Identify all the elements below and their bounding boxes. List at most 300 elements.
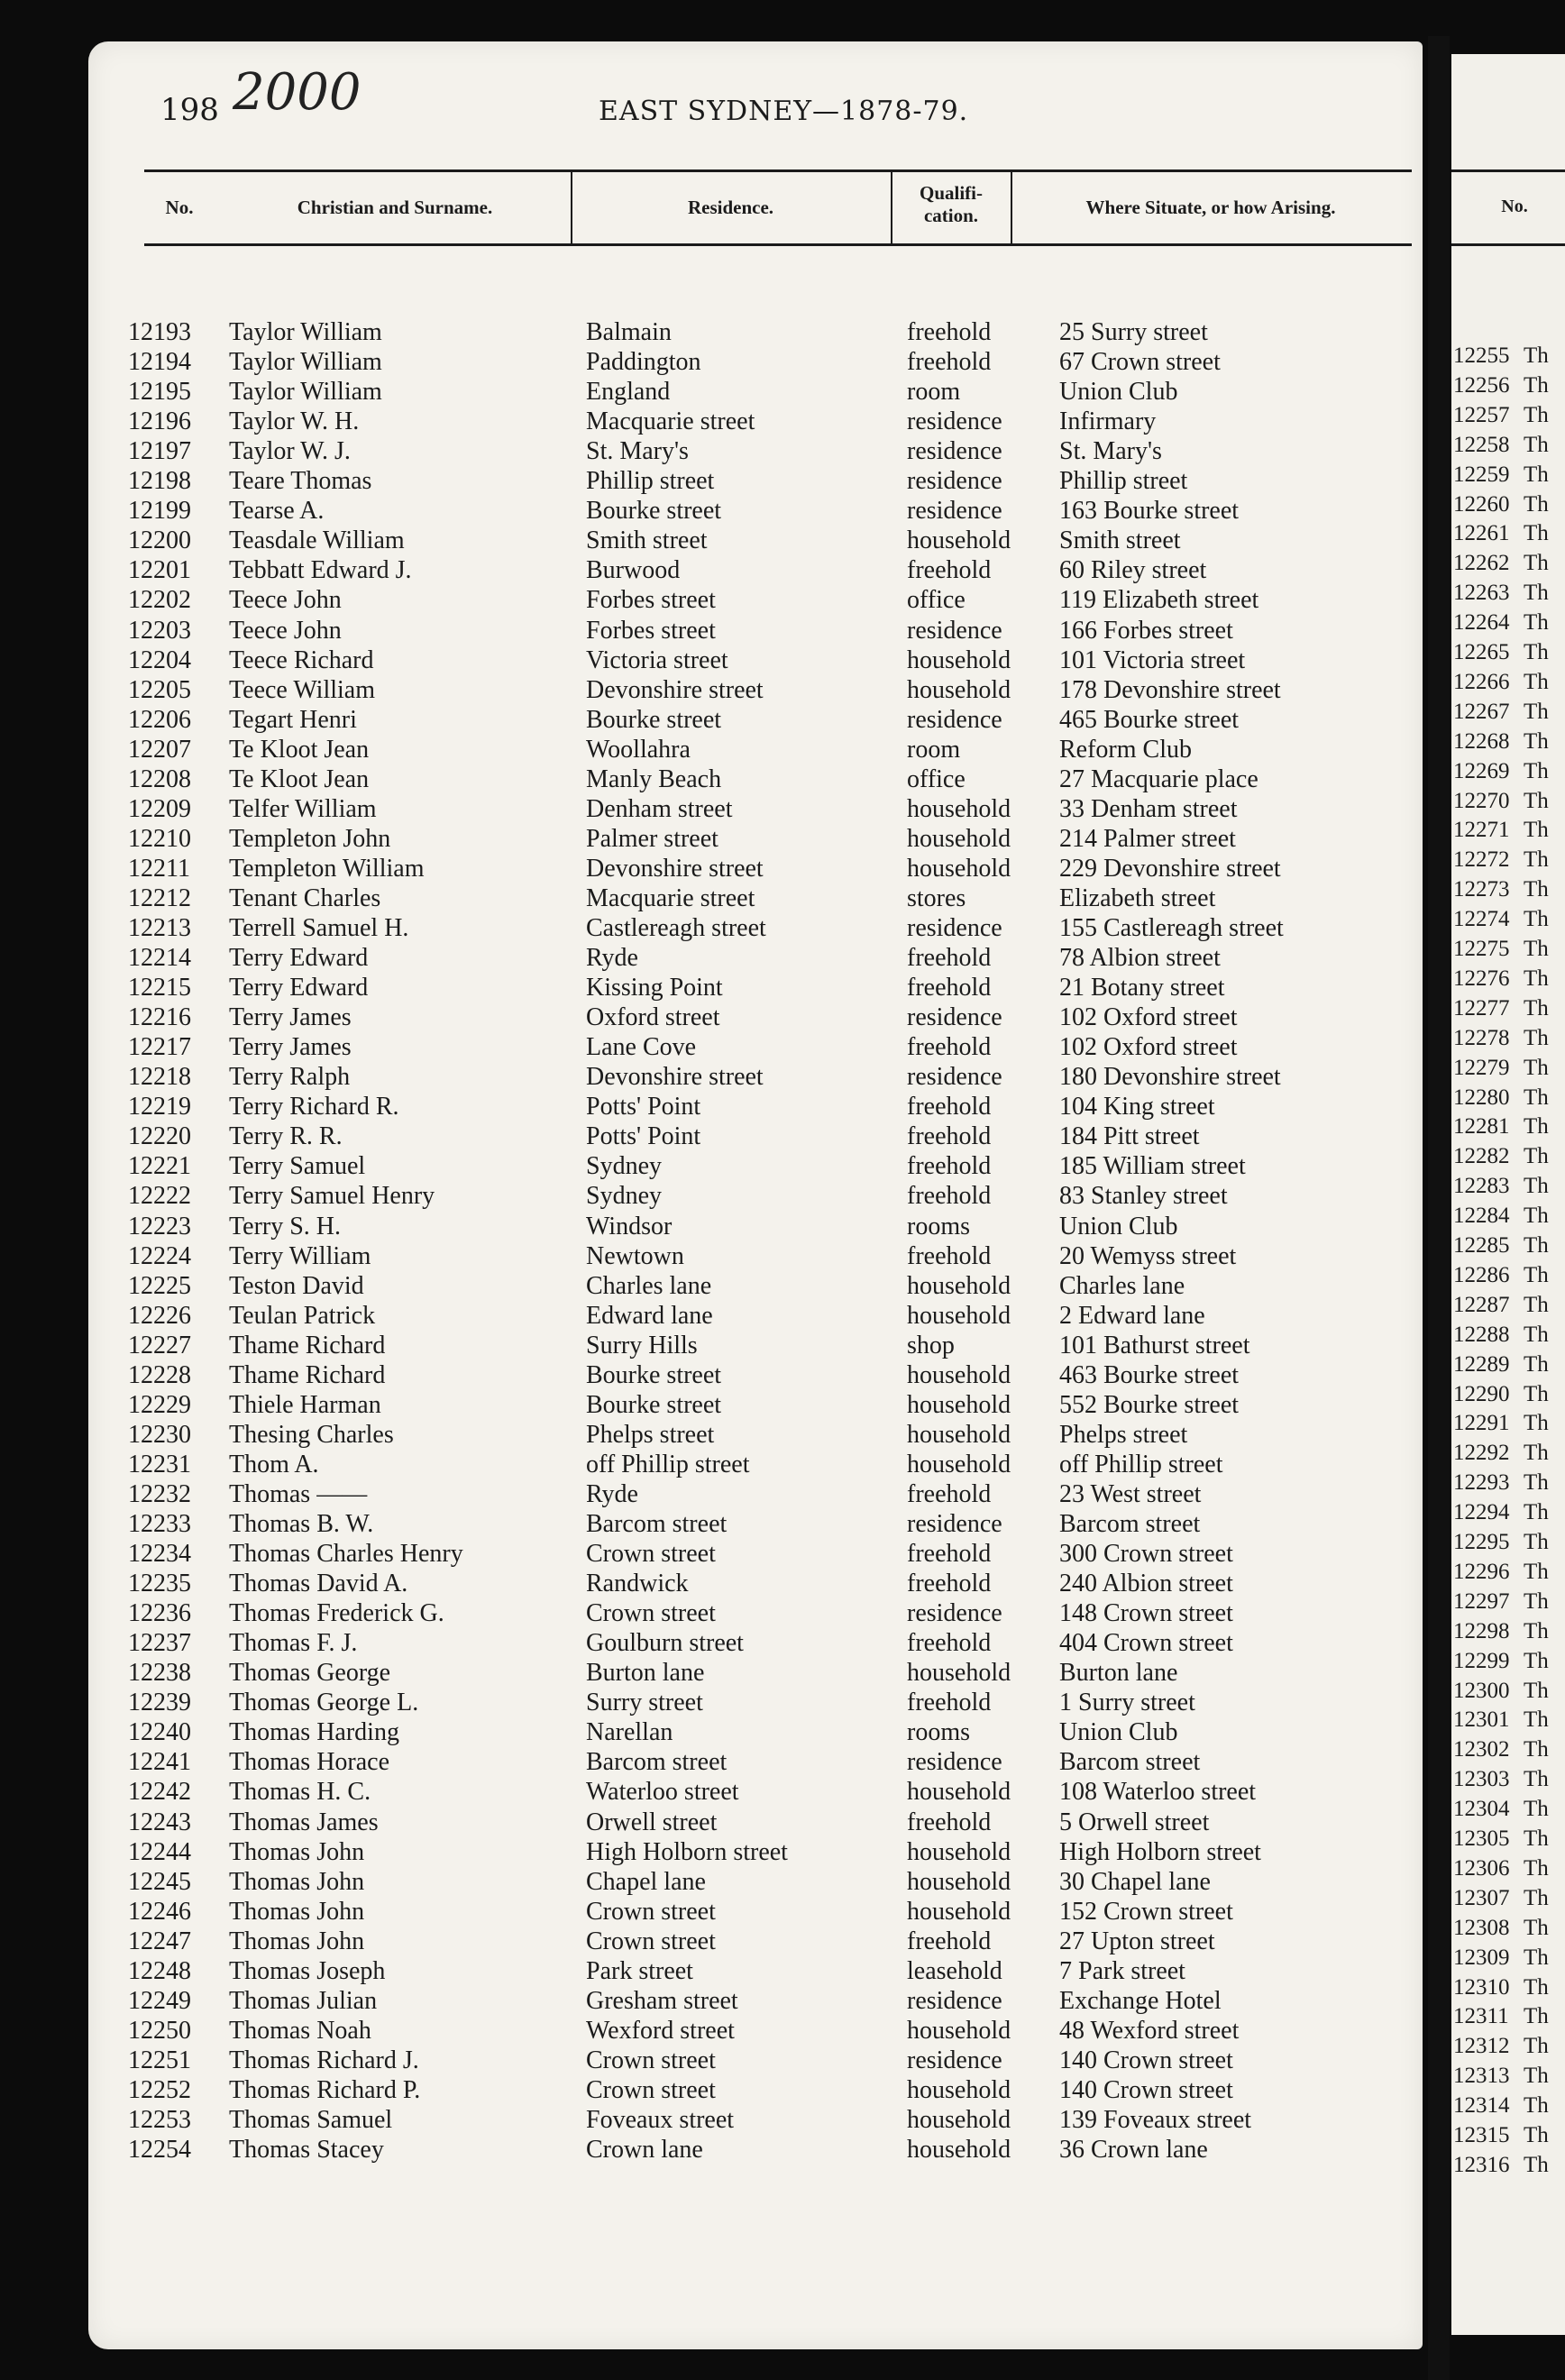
entry-where: Charles lane xyxy=(1059,1271,1185,1300)
entry-qualification: freehold xyxy=(907,1570,992,1598)
entry-where: 36 Crown lane xyxy=(1059,2136,1208,2165)
facing-entry-number: 12272 xyxy=(1453,847,1510,873)
entry-residence: Crown street xyxy=(586,2046,716,2074)
facing-entry-name: Th xyxy=(1524,640,1549,664)
facing-entry-number: 12279 xyxy=(1453,1055,1510,1080)
column-header-qualification-line1: Qualifi- xyxy=(919,182,983,204)
facing-entry-name: Th xyxy=(1524,610,1549,636)
entry-residence: off Phillip street xyxy=(586,1450,750,1478)
facing-entry-number: 12294 xyxy=(1453,1500,1510,1525)
facing-entry-name: Th xyxy=(1524,1707,1549,1733)
facing-entry-number: 12291 xyxy=(1453,1411,1510,1436)
entry-name: Taylor W. J. xyxy=(229,437,351,466)
facing-entry-name: Th xyxy=(1524,788,1549,813)
entry-number: 12243 xyxy=(128,1808,191,1836)
facing-entry-number: 12285 xyxy=(1453,1233,1510,1258)
entry-name: Thomas B. W. xyxy=(229,1510,374,1538)
entry-where: 101 Bathurst street xyxy=(1059,1331,1250,1359)
entry-name: Thomas John xyxy=(229,1837,365,1866)
entry-where: Smith street xyxy=(1059,526,1181,555)
entry-number: 12207 xyxy=(128,735,191,764)
entry-number: 12238 xyxy=(128,1659,191,1688)
entry-number: 12197 xyxy=(128,437,191,466)
entry-name: Terry Samuel Henry xyxy=(229,1182,435,1211)
entry-name: Terry Edward xyxy=(229,944,369,973)
facing-entry-number: 12275 xyxy=(1453,937,1510,961)
facing-entry-number: 12277 xyxy=(1453,995,1510,1021)
entry-name: Terry James xyxy=(229,1033,352,1062)
entry-qualification: freehold xyxy=(907,1629,992,1658)
column-header-qualification xyxy=(892,182,1010,227)
entry-qualification: household xyxy=(907,1271,1011,1300)
entry-where: 1 Surry street xyxy=(1059,1689,1195,1717)
entry-residence: Woollahra xyxy=(586,735,691,764)
entry-number: 12218 xyxy=(128,1063,191,1092)
facing-entry-number: 12281 xyxy=(1453,1114,1510,1140)
entry-where: Barcom street xyxy=(1059,1748,1201,1777)
facing-entry-number: 12280 xyxy=(1453,1085,1510,1110)
entry-name: Tearse A. xyxy=(229,497,325,526)
entry-residence: Castlereagh street xyxy=(586,914,766,942)
entry-where: 30 Chapel lane xyxy=(1059,1867,1211,1896)
facing-entry-name: Th xyxy=(1524,1797,1549,1822)
facing-entry-number: 12274 xyxy=(1453,907,1510,932)
facing-entry-number: 12265 xyxy=(1453,640,1510,664)
entry-where: 2 Edward lane xyxy=(1059,1301,1205,1330)
entry-where: 463 Bourke street xyxy=(1059,1360,1240,1389)
entry-where: 102 Oxford street xyxy=(1059,1033,1238,1062)
facing-entry-name: Th xyxy=(1524,1500,1549,1525)
entry-number: 12242 xyxy=(128,1778,191,1807)
facing-entry-name: Th xyxy=(1524,1233,1549,1258)
entry-name: Tebbatt Edward J. xyxy=(229,556,412,585)
facing-entry-name: Th xyxy=(1524,432,1549,457)
facing-entry-number: 12310 xyxy=(1453,1974,1510,2000)
facing-entry-number: 12289 xyxy=(1453,1351,1510,1377)
facing-entry-number: 12303 xyxy=(1453,1767,1510,1792)
entry-qualification: freehold xyxy=(907,974,992,1002)
entry-number: 12234 xyxy=(128,1540,191,1569)
facing-entry-number: 12297 xyxy=(1453,1588,1510,1614)
entry-residence: St. Mary's xyxy=(586,437,689,466)
entry-number: 12194 xyxy=(128,348,191,377)
entry-where: 25 Surry street xyxy=(1059,318,1208,346)
entry-where: 7 Park street xyxy=(1059,1956,1185,1985)
entry-residence: Devonshire street xyxy=(586,675,764,704)
entry-where: 552 Bourke street xyxy=(1059,1390,1240,1419)
entry-number: 12239 xyxy=(128,1689,191,1717)
entry-number: 12193 xyxy=(128,318,191,346)
facing-entry-number: 12296 xyxy=(1453,1559,1510,1584)
facing-entry-number: 12306 xyxy=(1453,1855,1510,1881)
entry-number: 12220 xyxy=(128,1122,191,1151)
entry-name: Thomas H. C. xyxy=(229,1778,371,1807)
facing-entry-name: Th xyxy=(1524,1559,1549,1584)
facing-entry-number: 12256 xyxy=(1453,372,1510,398)
column-header-residence: Residence. xyxy=(687,197,774,218)
entry-where: 33 Denham street xyxy=(1059,794,1238,823)
entry-number: 12215 xyxy=(128,974,191,1002)
entry-number: 12199 xyxy=(128,497,191,526)
entry-where: Barcom street xyxy=(1059,1510,1201,1538)
entry-qualification: freehold xyxy=(907,1927,992,1955)
entry-residence: Forbes street xyxy=(586,586,716,615)
entry-where: Phelps street xyxy=(1059,1420,1188,1449)
entry-residence: Denham street xyxy=(586,794,733,823)
register-page xyxy=(88,41,1423,2349)
facing-entry-number: 12266 xyxy=(1453,669,1510,694)
entry-qualification: household xyxy=(907,1390,1011,1419)
facing-entry-name: Th xyxy=(1524,1678,1549,1703)
entry-name: Templeton John xyxy=(229,824,391,853)
entry-residence: Palmer street xyxy=(586,824,718,853)
facing-entry-name: Th xyxy=(1524,1855,1549,1881)
entry-name: Terry R. R. xyxy=(229,1122,343,1151)
facing-entry-number: 12262 xyxy=(1453,551,1510,576)
entry-number: 12251 xyxy=(128,2046,191,2074)
entry-residence: Crown street xyxy=(586,1927,716,1955)
entry-name: Terry Ralph xyxy=(229,1063,351,1092)
entry-name: Thomas David A. xyxy=(229,1570,408,1598)
facing-entry-name: Th xyxy=(1524,1441,1549,1466)
entry-name: Thomas F. J. xyxy=(229,1629,358,1658)
entry-qualification: household xyxy=(907,824,1011,853)
facing-entry-name: Th xyxy=(1524,1618,1549,1643)
facing-entry-name: Th xyxy=(1524,1945,1549,1970)
entry-residence: Devonshire street xyxy=(586,854,764,883)
facing-entry-name: Th xyxy=(1524,2152,1549,2177)
facing-entry-name: Th xyxy=(1524,1530,1549,1554)
facing-entry-name: Th xyxy=(1524,581,1549,606)
entry-qualification: household xyxy=(907,1778,1011,1807)
entry-residence: Windsor xyxy=(586,1212,673,1240)
entry-name: Terry William xyxy=(229,1241,371,1270)
entry-name: Thomas Richard P. xyxy=(229,2075,421,2104)
facing-entry-number: 12260 xyxy=(1453,491,1510,517)
entry-residence: Phillip street xyxy=(586,467,715,496)
entry-where: 27 Macquarie place xyxy=(1059,764,1258,793)
entry-qualification: freehold xyxy=(907,1122,992,1151)
entry-where: Burton lane xyxy=(1059,1659,1178,1688)
entry-number: 12233 xyxy=(128,1510,191,1538)
entry-number: 12213 xyxy=(128,914,191,942)
entry-name: Tegart Henri xyxy=(229,705,357,734)
entry-where: 163 Bourke street xyxy=(1059,497,1240,526)
entry-qualification: residence xyxy=(907,914,1002,942)
facing-entry-name: Th xyxy=(1524,1174,1549,1199)
entry-number: 12221 xyxy=(128,1152,191,1181)
entry-qualification: residence xyxy=(907,1003,1002,1032)
entry-name: Thomas Frederick G. xyxy=(229,1599,444,1628)
facing-entry-name: Th xyxy=(1524,1885,1549,1910)
entry-residence: Charles lane xyxy=(586,1271,712,1300)
entry-number: 12217 xyxy=(128,1033,191,1062)
entry-qualification: residence xyxy=(907,616,1002,645)
facing-entry-number: 12314 xyxy=(1453,2093,1510,2119)
entry-qualification: leasehold xyxy=(907,1956,1002,1985)
entry-qualification: household xyxy=(907,1301,1011,1330)
entry-name: Terry James xyxy=(229,1003,352,1032)
entry-number: 12214 xyxy=(128,944,191,973)
entry-number: 12205 xyxy=(128,675,191,704)
facing-entry-number: 12304 xyxy=(1453,1797,1510,1822)
facing-entry-name: Th xyxy=(1524,551,1549,576)
facing-entry-name: Th xyxy=(1524,343,1549,368)
facing-entry-number: 12273 xyxy=(1453,877,1510,902)
entry-name: Te Kloot Jean xyxy=(229,735,370,764)
facing-entry-number: 12276 xyxy=(1453,966,1510,991)
facing-header-rule-top xyxy=(1451,169,1565,172)
facing-entry-number: 12255 xyxy=(1453,343,1510,368)
entry-name: Thomas James xyxy=(229,1808,379,1836)
entry-where: 148 Crown street xyxy=(1059,1599,1233,1628)
facing-page-edge xyxy=(1451,54,1565,2335)
entry-qualification: household xyxy=(907,1360,1011,1389)
entry-number: 12249 xyxy=(128,1986,191,2015)
facing-entry-name: Th xyxy=(1524,907,1549,932)
entry-name: Thomas Joseph xyxy=(229,1956,386,1985)
facing-entry-number: 12292 xyxy=(1453,1441,1510,1466)
entry-where: 27 Upton street xyxy=(1059,1927,1215,1955)
facing-entry-name: Th xyxy=(1524,1470,1549,1496)
entry-number: 12195 xyxy=(128,378,191,407)
entry-residence: Crown street xyxy=(586,1540,716,1569)
facing-entry-number: 12288 xyxy=(1453,1322,1510,1347)
entry-residence: Manly Beach xyxy=(586,764,722,793)
entry-where: Reform Club xyxy=(1059,735,1192,764)
entry-name: Thomas George xyxy=(229,1659,391,1688)
facing-header-rule-bottom xyxy=(1451,243,1565,246)
facing-entry-name: Th xyxy=(1524,1351,1549,1377)
entry-number: 12252 xyxy=(128,2075,191,2104)
entry-where: 240 Albion street xyxy=(1059,1570,1233,1598)
facing-entry-name: Th xyxy=(1524,1974,1549,2000)
facing-entry-name: Th xyxy=(1524,521,1549,546)
entry-qualification: rooms xyxy=(907,1718,970,1747)
entry-name: Thame Richard xyxy=(229,1360,386,1389)
entry-name: Terrell Samuel H. xyxy=(229,914,409,942)
entry-residence: Randwick xyxy=(586,1570,689,1598)
entry-name: Thomas Stacey xyxy=(229,2136,384,2165)
entry-number: 12240 xyxy=(128,1718,191,1747)
facing-entry-name: Th xyxy=(1524,728,1549,754)
facing-entry-number: 12282 xyxy=(1453,1144,1510,1169)
entry-residence: Paddington xyxy=(586,348,701,377)
entry-residence: Goulburn street xyxy=(586,1629,744,1658)
facing-entry-number: 12308 xyxy=(1453,1915,1510,1940)
entry-name: Templeton William xyxy=(229,854,425,883)
entry-residence: Park street xyxy=(586,1956,693,1985)
entry-number: 12219 xyxy=(128,1093,191,1121)
facing-entry-number: 12316 xyxy=(1453,2152,1510,2177)
entry-number: 12212 xyxy=(128,883,191,912)
facing-entry-name: Th xyxy=(1524,1292,1549,1317)
entry-qualification: shop xyxy=(907,1331,955,1359)
facing-entry-name: Th xyxy=(1524,818,1549,843)
entry-residence: Devonshire street xyxy=(586,1063,764,1092)
entry-where: Exchange Hotel xyxy=(1059,1986,1222,2015)
entry-residence: England xyxy=(586,378,671,407)
entry-name: Telfer William xyxy=(229,794,377,823)
facing-entry-number: 12298 xyxy=(1453,1618,1510,1643)
entry-where: 140 Crown street xyxy=(1059,2046,1233,2074)
entry-number: 12231 xyxy=(128,1450,191,1478)
entry-where: off Phillip street xyxy=(1059,1450,1223,1478)
entry-qualification: household xyxy=(907,1450,1011,1478)
entry-qualification: freehold xyxy=(907,1689,992,1717)
facing-entry-name: Th xyxy=(1524,402,1549,427)
facing-entry-name: Th xyxy=(1524,1025,1549,1050)
facing-entry-number: 12305 xyxy=(1453,1826,1510,1851)
entry-name: Thame Richard xyxy=(229,1331,386,1359)
entry-name: Terry S. H. xyxy=(229,1212,342,1240)
entry-qualification: freehold xyxy=(907,1479,992,1508)
facing-entry-number: 12283 xyxy=(1453,1174,1510,1199)
entry-where: 139 Foveaux street xyxy=(1059,2106,1252,2134)
entry-name: Thomas Samuel xyxy=(229,2106,393,2134)
entry-where: 155 Castlereagh street xyxy=(1059,914,1284,942)
entry-number: 12202 xyxy=(128,586,191,615)
entry-name: Terry Richard R. xyxy=(229,1093,399,1121)
facing-entry-number: 12258 xyxy=(1453,432,1510,457)
entry-residence: Bourke street xyxy=(586,1390,722,1419)
entry-qualification: residence xyxy=(907,467,1002,496)
entry-residence: Chapel lane xyxy=(586,1867,706,1896)
entry-name: Thomas John xyxy=(229,1897,365,1926)
entry-number: 12248 xyxy=(128,1956,191,1985)
entry-where: 21 Botany street xyxy=(1059,974,1225,1002)
entry-residence: Macquarie street xyxy=(586,883,755,912)
column-header-name: Christian and Surname. xyxy=(297,197,493,218)
entry-name: Teare Thomas xyxy=(229,467,372,496)
entry-where: 104 King street xyxy=(1059,1093,1215,1121)
entry-number: 12232 xyxy=(128,1479,191,1508)
entry-residence: Macquarie street xyxy=(586,407,755,436)
entry-name: Thiele Harman xyxy=(229,1390,381,1419)
entry-where: 119 Elizabeth street xyxy=(1059,586,1259,615)
entry-name: Teasdale William xyxy=(229,526,405,555)
entry-where: Elizabeth street xyxy=(1059,883,1216,912)
facing-entry-number: 12270 xyxy=(1453,788,1510,813)
facing-entry-name: Th xyxy=(1524,2034,1549,2059)
facing-entry-number: 12263 xyxy=(1453,581,1510,606)
entry-name: Teece John xyxy=(229,586,342,615)
facing-entry-name: Th xyxy=(1524,937,1549,961)
entry-number: 12235 xyxy=(128,1570,191,1598)
entry-residence: Crown street xyxy=(586,1897,716,1926)
entry-qualification: household xyxy=(907,2136,1011,2165)
facing-entry-number: 12286 xyxy=(1453,1262,1510,1287)
facing-entry-number: 12287 xyxy=(1453,1292,1510,1317)
entry-where: Union Club xyxy=(1059,378,1178,407)
entry-number: 12211 xyxy=(128,854,190,883)
entry-residence: Balmain xyxy=(586,318,672,346)
entry-number: 12216 xyxy=(128,1003,191,1032)
entry-qualification: freehold xyxy=(907,1241,992,1270)
entry-residence: Lane Cove xyxy=(586,1033,697,1062)
entry-qualification: household xyxy=(907,1897,1011,1926)
facing-entry-number: 12259 xyxy=(1453,462,1510,487)
facing-entry-number: 12300 xyxy=(1453,1678,1510,1703)
entry-qualification: freehold xyxy=(907,348,992,377)
entry-residence: Wexford street xyxy=(586,2016,735,2045)
entry-name: Thomas George L. xyxy=(229,1689,419,1717)
entry-where: 60 Riley street xyxy=(1059,556,1207,585)
facing-entry-name: Th xyxy=(1524,847,1549,873)
facing-entry-name: Th xyxy=(1524,1144,1549,1169)
entry-residence: Orwell street xyxy=(586,1808,718,1836)
entry-number: 12203 xyxy=(128,616,191,645)
entry-qualification: room xyxy=(907,378,961,407)
entry-residence: Edward lane xyxy=(586,1301,713,1330)
facing-entry-number: 12311 xyxy=(1453,2004,1509,2029)
entry-name: Taylor William xyxy=(229,318,382,346)
entry-where: 5 Orwell street xyxy=(1059,1808,1210,1836)
entry-qualification: residence xyxy=(907,1510,1002,1538)
column-header-where: Where Situate, or how Arising. xyxy=(1085,197,1336,218)
facing-entry-number: 12264 xyxy=(1453,610,1510,636)
entry-qualification: household xyxy=(907,1420,1011,1449)
entry-residence: Burwood xyxy=(586,556,681,585)
entry-number: 12245 xyxy=(128,1867,191,1896)
entry-where: 102 Oxford street xyxy=(1059,1003,1238,1032)
facing-entry-number: 12299 xyxy=(1453,1648,1510,1673)
facing-entry-number: 12261 xyxy=(1453,521,1510,546)
facing-entry-number: 12269 xyxy=(1453,758,1510,783)
facing-entry-name: Th xyxy=(1524,2064,1549,2089)
entry-number: 12223 xyxy=(128,1212,191,1240)
entry-qualification: residence xyxy=(907,1748,1002,1777)
entry-qualification: residence xyxy=(907,1063,1002,1092)
entry-number: 12230 xyxy=(128,1420,191,1449)
entry-where: 185 William street xyxy=(1059,1152,1246,1181)
entry-qualification: freehold xyxy=(907,1808,992,1836)
entry-residence: Bourke street xyxy=(586,497,722,526)
entry-where: Phillip street xyxy=(1059,467,1188,496)
entry-name: Teulan Patrick xyxy=(229,1301,376,1330)
entry-qualification: freehold xyxy=(907,556,992,585)
book-gutter xyxy=(1428,36,1450,2380)
entry-where: 184 Pitt street xyxy=(1059,1122,1200,1151)
entry-residence: Barcom street xyxy=(586,1748,728,1777)
facing-entry-name: Th xyxy=(1524,1381,1549,1406)
entry-number: 12201 xyxy=(128,556,191,585)
entry-where: 465 Bourke street xyxy=(1059,705,1240,734)
entry-number: 12204 xyxy=(128,645,191,674)
entry-qualification: household xyxy=(907,1659,1011,1688)
entry-number: 12206 xyxy=(128,705,191,734)
facing-entry-name: Th xyxy=(1524,1055,1549,1080)
facing-entry-number: 12309 xyxy=(1453,1945,1510,1970)
entry-qualification: residence xyxy=(907,497,1002,526)
entry-residence: Phelps street xyxy=(586,1420,715,1449)
entry-residence: Forbes street xyxy=(586,616,716,645)
entry-where: Union Club xyxy=(1059,1212,1178,1240)
facing-entry-number: 12290 xyxy=(1453,1381,1510,1406)
facing-entry-number: 12293 xyxy=(1453,1470,1510,1496)
entry-residence: Surry Hills xyxy=(586,1331,698,1359)
entry-number: 12237 xyxy=(128,1629,191,1658)
entry-name: Teston David xyxy=(229,1271,364,1300)
entry-number: 12246 xyxy=(128,1897,191,1926)
entry-where: 23 West street xyxy=(1059,1479,1202,1508)
entry-name: Thomas Horace xyxy=(229,1748,390,1777)
entry-residence: Potts' Point xyxy=(586,1122,701,1151)
entry-residence: Bourke street xyxy=(586,1360,722,1389)
facing-column-header-no: No. xyxy=(1501,197,1528,216)
facing-entry-name: Th xyxy=(1524,1114,1549,1140)
entry-residence: Waterloo street xyxy=(586,1778,739,1807)
